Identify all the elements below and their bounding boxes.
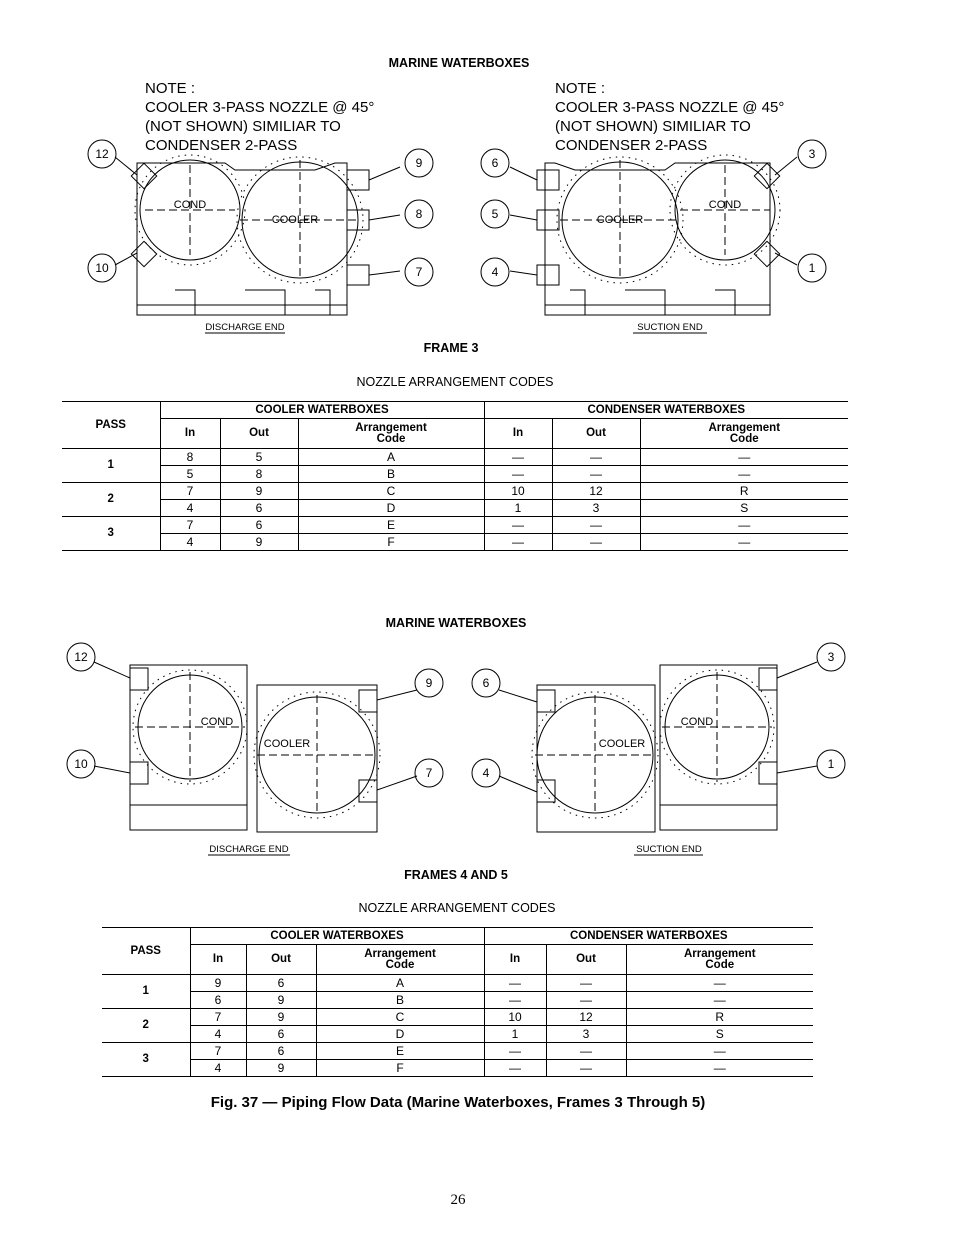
table-row xyxy=(102,975,813,992)
table-row xyxy=(62,517,848,534)
out-header: Out xyxy=(552,419,640,449)
cooler-label: COOLER xyxy=(596,214,644,226)
table-cell: 9 xyxy=(246,992,316,1009)
condenser-header: CONDENSER WATERBOXES xyxy=(484,928,813,945)
table-cell: A xyxy=(316,975,484,992)
pass-cell: 1 xyxy=(102,975,190,1009)
table-cell: — xyxy=(484,1060,546,1077)
table1-title: NOZZLE ARRANGEMENT CODES xyxy=(356,375,554,389)
nozzle-codes-table-frames45 xyxy=(102,927,813,1077)
nozzle-number: 3 xyxy=(827,650,835,664)
table-cell: — xyxy=(640,449,848,466)
in-header: In xyxy=(160,419,220,449)
cooler-header: COOLER WATERBOXES xyxy=(190,928,484,945)
frame3-label: FRAME 3 xyxy=(423,341,479,355)
table-cell: — xyxy=(640,466,848,483)
table-row xyxy=(62,466,848,483)
table-cell: 10 xyxy=(484,1009,546,1026)
table2-title: NOZZLE ARRANGEMENT CODES xyxy=(358,901,556,915)
nozzle-number: 9 xyxy=(415,156,423,170)
end-label: DISCHARGE END xyxy=(205,322,285,333)
nozzle-number: 5 xyxy=(491,207,499,221)
table-cell: 7 xyxy=(190,1043,246,1060)
table-row xyxy=(62,449,848,466)
note-line: NOTE : xyxy=(145,80,196,97)
table-cell: — xyxy=(626,1043,813,1060)
table-cell: 6 xyxy=(246,975,316,992)
table-cell: R xyxy=(626,1009,813,1026)
table-cell: — xyxy=(546,975,626,992)
cooler-label: COOLER xyxy=(263,738,311,750)
nozzle-number: 8 xyxy=(415,207,423,221)
nozzle-number: 7 xyxy=(425,766,433,780)
table-cell: — xyxy=(552,449,640,466)
table-cell: 6 xyxy=(220,517,298,534)
note-line: NOTE : xyxy=(555,80,606,97)
table-cell: — xyxy=(640,517,848,534)
table-row xyxy=(102,1043,813,1060)
table-row xyxy=(62,500,848,517)
nozzle-number: 6 xyxy=(491,156,499,170)
nozzle-number: 6 xyxy=(482,676,490,690)
table-cell: B xyxy=(316,992,484,1009)
note-line: COOLER 3-PASS NOZZLE @ 45° xyxy=(555,99,785,116)
table-cell: 9 xyxy=(220,483,298,500)
nozzle-number: 10 xyxy=(74,757,88,771)
table-cell: 6 xyxy=(220,500,298,517)
pass-cell: 3 xyxy=(62,517,160,551)
condenser-header: CONDENSER WATERBOXES xyxy=(484,402,848,419)
table-cell: D xyxy=(298,500,484,517)
cooler-label: COOLER xyxy=(598,738,646,750)
cooler-header: COOLER WATERBOXES xyxy=(160,402,484,419)
table-cell: D xyxy=(316,1026,484,1043)
out-header: Out xyxy=(246,945,316,975)
cond-label: COND xyxy=(680,716,714,728)
table-cell: C xyxy=(298,483,484,500)
table-cell: 8 xyxy=(220,466,298,483)
note-line: COOLER 3-PASS NOZZLE @ 45° xyxy=(145,99,375,116)
frame3-discharge-end-drawing xyxy=(85,75,445,335)
table-cell: 9 xyxy=(246,1060,316,1077)
table-cell: F xyxy=(316,1060,484,1077)
nozzle-number: 12 xyxy=(74,650,88,664)
table-cell: E xyxy=(316,1043,484,1060)
table-cell: R xyxy=(640,483,848,500)
table-cell: 5 xyxy=(220,449,298,466)
table-cell: 4 xyxy=(160,500,220,517)
table-cell: 12 xyxy=(552,483,640,500)
section2-title: MARINE WATERBOXES xyxy=(385,616,527,630)
table-cell: — xyxy=(626,975,813,992)
table-cell: — xyxy=(546,992,626,1009)
table-cell: S xyxy=(640,500,848,517)
table-cell: 9 xyxy=(246,1009,316,1026)
table-cell: 6 xyxy=(246,1026,316,1043)
nozzle-number: 4 xyxy=(491,265,499,279)
end-label: DISCHARGE END xyxy=(209,844,289,855)
cond-label: COND xyxy=(708,199,742,211)
table-row xyxy=(102,992,813,1009)
table-row xyxy=(62,483,848,500)
nozzle-number: 1 xyxy=(808,261,816,275)
table-cell: 7 xyxy=(190,1009,246,1026)
table-cell: F xyxy=(298,534,484,551)
table-cell: 7 xyxy=(160,483,220,500)
nozzle-codes-table-frame3 xyxy=(62,401,848,551)
table-cell: 4 xyxy=(190,1060,246,1077)
table-cell: 7 xyxy=(160,517,220,534)
arrangement-code-header: Arrangement Code xyxy=(316,945,484,975)
table-cell: 1 xyxy=(484,1026,546,1043)
in-header: In xyxy=(190,945,246,975)
table-cell: — xyxy=(546,1060,626,1077)
arrangement-code-header: Arrangement Code xyxy=(626,945,813,975)
table-row xyxy=(102,1060,813,1077)
cond-label: COND xyxy=(200,716,234,728)
end-label: SUCTION END xyxy=(636,844,702,855)
table-cell: 9 xyxy=(190,975,246,992)
figure-caption: Fig. 37 — Piping Flow Data (Marine Waterboxes, Frames 3 Through 5) xyxy=(210,1094,706,1111)
table-cell: — xyxy=(626,1060,813,1077)
table-cell: — xyxy=(484,534,552,551)
frames45-suction-end-drawing xyxy=(465,640,855,860)
table-row xyxy=(102,1026,813,1043)
table-cell: 9 xyxy=(220,534,298,551)
table-cell: A xyxy=(298,449,484,466)
section1-title: MARINE WATERBOXES xyxy=(388,56,530,70)
frames45-discharge-end-drawing xyxy=(62,640,462,860)
table-cell: — xyxy=(484,992,546,1009)
in-header: In xyxy=(484,419,552,449)
table-cell: 10 xyxy=(484,483,552,500)
end-label: SUCTION END xyxy=(637,322,703,333)
frame3-suction-end-drawing xyxy=(475,75,835,335)
nozzle-number: 12 xyxy=(95,147,109,161)
table-cell: 3 xyxy=(546,1026,626,1043)
pass-cell: 2 xyxy=(62,483,160,517)
table-cell: — xyxy=(640,534,848,551)
table-cell: 8 xyxy=(160,449,220,466)
table-row xyxy=(102,1009,813,1026)
table-cell: — xyxy=(546,1043,626,1060)
table-cell: — xyxy=(484,1043,546,1060)
note-line: (NOT SHOWN) SIMILIAR TO xyxy=(555,118,751,135)
nozzle-number: 1 xyxy=(827,757,835,771)
nozzle-number: 4 xyxy=(482,766,490,780)
table-cell: — xyxy=(626,992,813,1009)
note-line: (NOT SHOWN) SIMILIAR TO xyxy=(145,118,341,135)
nozzle-number: 3 xyxy=(808,147,816,161)
out-header: Out xyxy=(220,419,298,449)
nozzle-number: 9 xyxy=(425,676,433,690)
table-cell: — xyxy=(484,449,552,466)
table-cell: 1 xyxy=(484,500,552,517)
table-cell: 6 xyxy=(246,1043,316,1060)
table-cell: 3 xyxy=(552,500,640,517)
cond-label: COND xyxy=(173,199,207,211)
pass-header: PASS xyxy=(62,402,160,449)
cooler-label: COOLER xyxy=(271,214,319,226)
nozzle-number: 10 xyxy=(95,261,109,275)
table-cell: — xyxy=(484,517,552,534)
table-cell: B xyxy=(298,466,484,483)
table-cell: 4 xyxy=(190,1026,246,1043)
table-cell: — xyxy=(552,466,640,483)
table-cell: — xyxy=(552,517,640,534)
table-cell: — xyxy=(484,975,546,992)
nozzle-number: 7 xyxy=(415,265,423,279)
table-cell: 5 xyxy=(160,466,220,483)
frames45-label: FRAMES 4 AND 5 xyxy=(404,868,508,882)
pass-cell: 1 xyxy=(62,449,160,483)
table-cell: — xyxy=(552,534,640,551)
table-cell: 12 xyxy=(546,1009,626,1026)
table-row xyxy=(62,534,848,551)
pass-header: PASS xyxy=(102,928,190,975)
table-cell: 6 xyxy=(190,992,246,1009)
table-cell: S xyxy=(626,1026,813,1043)
arrangement-code-header: Arrangement Code xyxy=(640,419,848,449)
arrangement-code-header: Arrangement Code xyxy=(298,419,484,449)
note-line: CONDENSER 2-PASS xyxy=(145,137,298,154)
note-line: CONDENSER 2-PASS xyxy=(555,137,708,154)
table-cell: 4 xyxy=(160,534,220,551)
in-header: In xyxy=(484,945,546,975)
pass-cell: 2 xyxy=(102,1009,190,1043)
pass-cell: 3 xyxy=(102,1043,190,1077)
out-header: Out xyxy=(546,945,626,975)
table-cell: — xyxy=(484,466,552,483)
table-cell: C xyxy=(316,1009,484,1026)
table-cell: E xyxy=(298,517,484,534)
page-number: 26 xyxy=(450,1192,466,1208)
